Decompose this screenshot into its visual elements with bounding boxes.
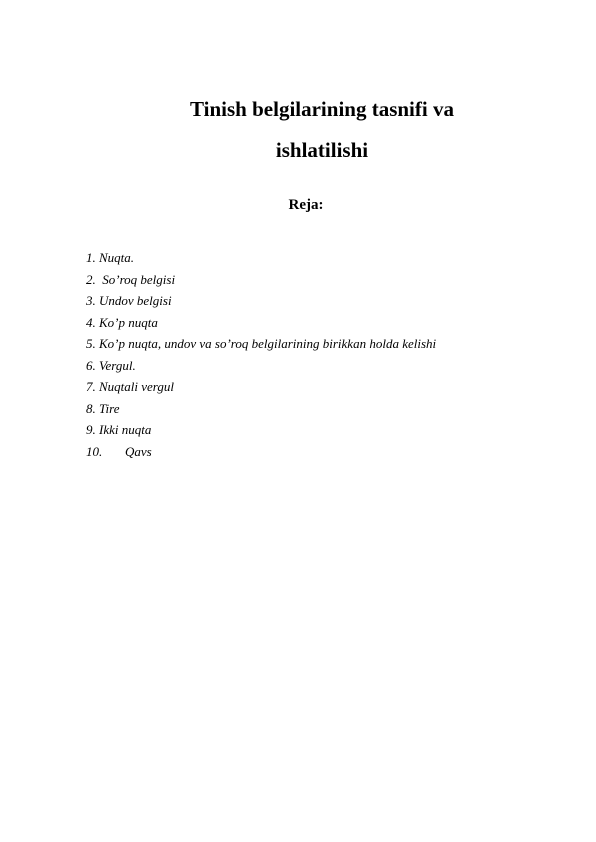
plan-item-8: 8. Tire <box>86 400 120 416</box>
plan-item-7: 7. Nuqtali vergul <box>86 379 174 394</box>
document-title-line-1: Tinish belgilarining tasnifi va <box>190 97 454 121</box>
plan-item-4: 4. Ko’p nuqta <box>86 314 158 330</box>
plan-item-3: 3. Undov belgisi <box>86 293 172 308</box>
plan-item-10 <box>86 441 436 463</box>
plan-heading: Reja: <box>288 197 324 213</box>
plan-item-1: 1. Nuqta. <box>86 250 135 265</box>
plan-item-5: 5. Ko’p nuqta, undov va so’roq belgilarining birikkan holda kelishi <box>86 336 437 351</box>
plan-item-10-label: Qavs <box>125 443 152 459</box>
plan-item-10-number: 10. <box>86 443 103 459</box>
document-title-line-2: ishlatilishi <box>275 138 369 162</box>
plan-item-6: 6. Vergul. <box>86 357 136 373</box>
plan-item-9: 9. Ikki nuqta <box>86 422 152 437</box>
plan-item-2: 2. So’roq belgisi <box>86 271 176 287</box>
plan-list <box>86 247 436 462</box>
